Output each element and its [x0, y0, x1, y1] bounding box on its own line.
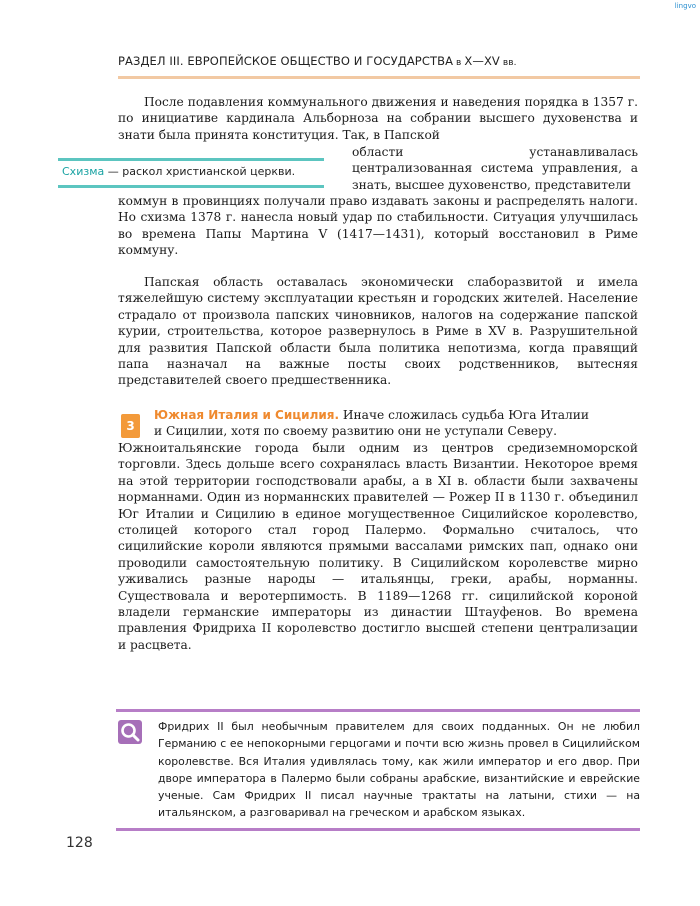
info-box-bottom-rule: [116, 828, 640, 831]
paragraph-1-top-text: После подавления коммунального движения и наведения порядка в 1357 г. по инициативе кардинала Альборноза на собрании высшего духовенства и знати была принята конституция. Так, в Папской: [118, 95, 638, 142]
section-number-badge: 3: [121, 414, 140, 438]
paragraph-1-wrap: [352, 144, 638, 193]
paragraph-1-bottom: [118, 193, 638, 259]
paragraph-2-text: Папская область оставалась экономически слаборазвитой и имела тяжелейшую систему эксплуатации крестьян и городских жителей. Население страдало от произвола папских чиновников, налогов на содержание папской курии, строительства, которое развернулось в Риме в XV в. Разрушительной для развития Папской области была политика непотизма, когда правящий папа назначал на важные посты своих родственников, вытесняя представителей своего предшественника.: [118, 275, 638, 388]
header-vv: вв.: [499, 58, 517, 68]
section-intro-text: Иначе сложилась судьба Юга Италии: [339, 408, 589, 422]
section-body-text: Южноитальянские города были одним из центров средиземноморской торговли. Здесь дольше всего сохранялась власть Византии. Некоторое время на этой территории господствовали арабы, а в XI в. области были захвачены норманнами. Один из норманнских правителей — Рожер II в 1130 г. объединил Юг Италии и Сицилию в единое могущественное Сицилийское королевство, столицей которого стал город Палермо. Формально считалось, что сицилийские короли являются прямыми вассалами римских пап, однако они проводили самостоятельную политику. В Сицилийском королевстве мирно уживались разные народы — итальянцы, греки, арабы, норманны. Существовала и веротерпимость. В 1189—1268 гг. сицилийской короной владели германские императоры из династии Штауфенов. Во времена правления Фридриха II королевство достигло высшей степени централизации и расцвета.: [118, 441, 638, 652]
paragraph-1-top: [118, 94, 638, 143]
glossary-sidebar: [62, 165, 295, 178]
section-body: [118, 440, 638, 653]
magnifier-icon: [118, 720, 142, 744]
magnifier-icon-graphic: [118, 720, 142, 744]
paragraph-1-wrap-text: области устанавливалась централизованная система управления, а знать, высшее духовенство, представители: [352, 145, 638, 192]
header-centuries: X—XV: [464, 54, 500, 68]
section-title: Южная Италия и Сицилия.: [154, 408, 340, 422]
info-box-top-rule: [116, 709, 640, 712]
glossary-definition: — раскол христианской церкви.: [104, 165, 296, 178]
section-intro-line1: [154, 407, 638, 423]
page-header: [118, 54, 638, 68]
glossary-term: Схизма: [62, 165, 105, 178]
paragraph-2: [118, 274, 638, 389]
header-rule: [118, 76, 640, 79]
header-in: в: [453, 58, 465, 68]
page-number: 128: [66, 835, 93, 851]
corner-logo: lingvo: [674, 2, 696, 10]
sidebar-top-rule: [58, 158, 324, 161]
sidebar-bottom-rule: [58, 185, 324, 188]
section-intro-line2: и Сицилии, хотя по своему развитию они не уступали Северу.: [154, 424, 557, 439]
section-intro: [154, 407, 638, 440]
header-section-title: РАЗДЕЛ III. ЕВРОПЕЙСКОЕ ОБЩЕСТВО И ГОСУДАРСТВА: [118, 54, 454, 68]
paragraph-1-bottom-text: коммун в провинциях получали право издавать законы и распределять налоги. Но схизма 1378 г. нанесла новый удар по стабильности. Ситуация улучшилась во времена Папы Мартина V (1417—1431), который восстановил в Риме коммуну.: [118, 194, 638, 258]
info-box-text: Фридрих II был необычным правителем для своих подданных. Он не любил Германию с ее непокорными герцогами и почти всю жизнь провел в Сицилийском королевстве. Вся Италия удивлялась тому, как жили император и его двор. При дворе императора в Палермо были собраны арабские, византийские и еврейские ученые. Сам Фридрих II писал научные трактаты на латыни, стихи — на итальянском, а разговаривал на греческом и арабском языках.: [158, 720, 640, 820]
